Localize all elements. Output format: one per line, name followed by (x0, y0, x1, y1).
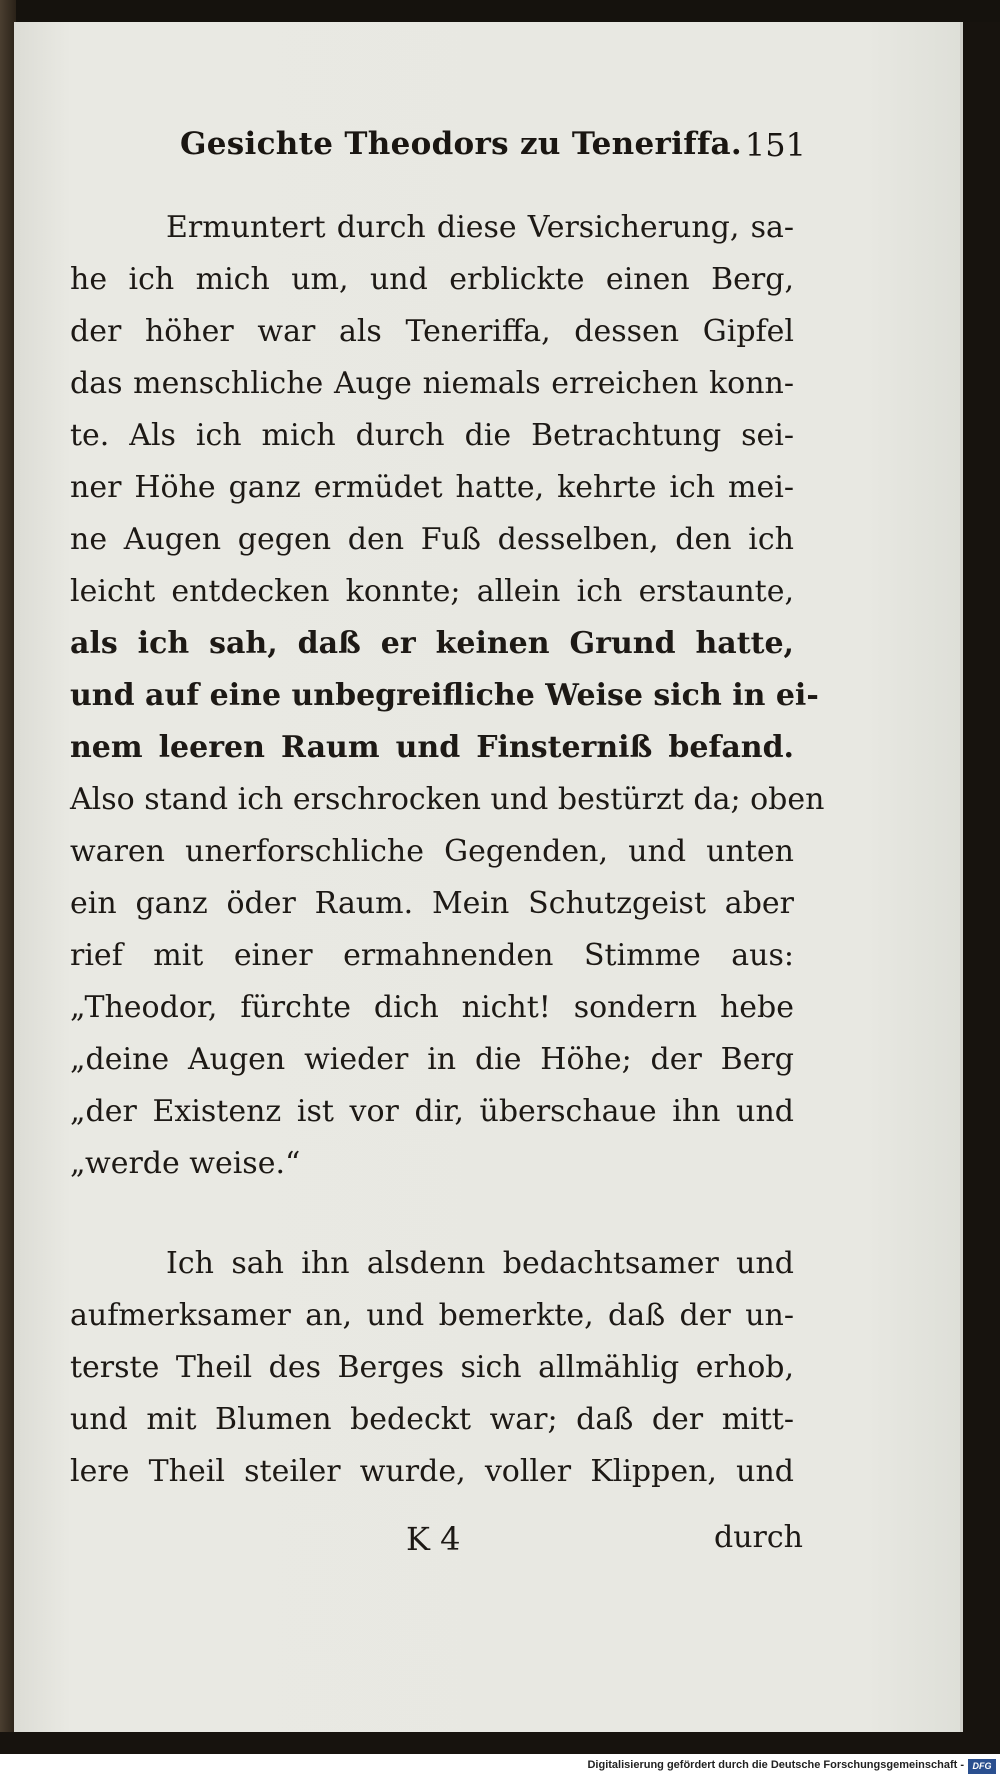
book-page (14, 22, 963, 1732)
credit-bar (0, 1754, 1000, 1781)
text-line: rief mit einer ermahnenden Stimme aus: (70, 938, 794, 973)
text-line: te. Als ich mich durch die Betrachtung sei- (70, 418, 794, 453)
text-line: „deine Augen wieder in die Höhe; der Berg (70, 1042, 794, 1077)
text-line: ner Höhe ganz ermüdet hatte, kehrte ich mei- (70, 470, 794, 505)
text-line: nem leeren Raum und Finsterniß befand. (70, 730, 794, 765)
page-header (180, 126, 806, 176)
text-line: ein ganz öder Raum. Mein Schutzgeist aber (70, 886, 794, 921)
text-line: he ich mich um, und erblickte einen Berg, (70, 262, 794, 297)
text-line: und mit Blumen bedeckt war; daß der mitt- (70, 1402, 794, 1437)
text-line: terste Theil des Berges sich allmählig erhob, (70, 1350, 794, 1385)
text-line: Ermuntert durch diese Versicherung, sa- (166, 210, 794, 245)
text-line: Also stand ich erschrocken und bestürzt da; oben (70, 782, 825, 817)
dfg-logo: DFG (968, 1759, 996, 1774)
running-title: Gesichte Theodors zu Teneriffa. (180, 126, 743, 162)
text-line: das menschliche Auge niemals erreichen konn- (70, 366, 794, 401)
text-line: als ich sah, daß er keinen Grund hatte, (70, 626, 794, 661)
text-line: „Theodor, fürchte dich nicht! sondern hebe (70, 990, 794, 1025)
bottom-scan-border (0, 1732, 1000, 1754)
text-line: und auf eine unbegreifliche Weise sich in ei- (70, 678, 819, 713)
text-line: der höher war als Teneriffa, dessen Gipfel (70, 314, 794, 349)
text-line: ne Augen gegen den Fuß desselben, den ich (70, 522, 794, 557)
text-line: lere Theil steiler wurde, voller Klippen, und (70, 1454, 794, 1489)
page-number: 151 (744, 126, 806, 164)
funding-credit: Digitalisierung gefördert durch die Deutsche Forschungsgemeinschaft - (587, 1759, 964, 1771)
text-line: waren unerforschliche Gegenden, und unten (70, 834, 794, 869)
text-line: „werde weise.“ (70, 1146, 301, 1181)
text-line: „der Existenz ist vor dir, überschaue ihn und (70, 1094, 794, 1129)
text-line: Ich sah ihn alsdenn bedachtsamer und (166, 1246, 794, 1281)
top-scan-edge (0, 0, 1000, 22)
text-line: aufmerksamer an, und bemerkte, daß der un- (70, 1298, 794, 1333)
catchword: durch (714, 1520, 803, 1555)
right-scan-border (963, 22, 1000, 1781)
text-line: leicht entdecken konnte; allein ich erstaunte, (70, 574, 794, 609)
signature-mark: K 4 (406, 1520, 461, 1558)
